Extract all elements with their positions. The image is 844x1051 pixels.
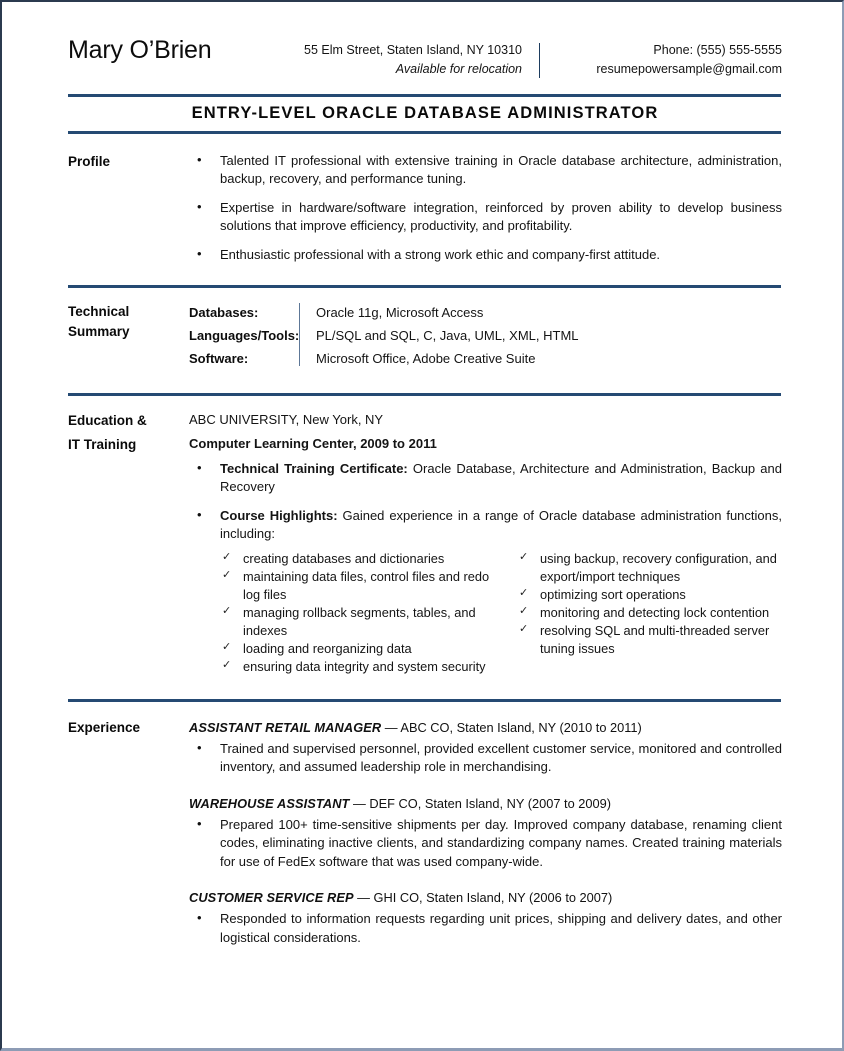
contact-block [273, 36, 782, 80]
bullet-lead-label: Technical Training Certificate: [220, 460, 408, 476]
education-bullet-list [189, 460, 782, 544]
rule-below-education [68, 699, 781, 702]
table-cell: Microsoft Office, Adobe Creative Suite [316, 351, 536, 367]
experience-entry [189, 794, 782, 872]
experience-entry [189, 718, 782, 777]
section-body-education [189, 411, 782, 677]
checklist-left [220, 550, 501, 677]
list-item: ✓ optimizing sort operations [517, 586, 782, 604]
list-item: • Prepared 100+ time-sensitive shipments per day. Improved company database, renaming client codes, eliminating inactive clients, and standardizing company names. Created training materials for use of FedEx software that was used company-wide. [189, 816, 782, 871]
section-body-technical-summary [189, 302, 782, 371]
job-heading [189, 718, 782, 737]
table-row-header: Languages/Tools: [189, 328, 300, 344]
bullet-text: Oracle Database, Architecture and Administration, Backup and Recovery [220, 460, 782, 495]
bullet-lead-label: Course Highlights: [220, 507, 338, 523]
job-meta: — GHI CO, Staten Island, NY (2006 to 2007) [353, 890, 613, 906]
job-title: ASSISTANT RETAIL MANAGER [189, 719, 382, 735]
section-experience [68, 718, 782, 948]
contact-relocation: Available for relocation [395, 62, 522, 77]
list-item [189, 507, 782, 544]
contact-address: 55 Elm Street, Staten Island, NY 10310 [304, 43, 522, 57]
resume-sheet [68, 2, 782, 947]
section-label-profile: Profile [68, 153, 111, 169]
course-highlights-right-column [501, 550, 782, 677]
list-item: • Trained and supervised personnel, provided excellent customer service, monitored and controlled inventory, and assumed leadership role in merchandising. [189, 740, 782, 777]
job-title: WAREHOUSE ASSISTANT [189, 795, 350, 811]
technical-summary-table [189, 302, 782, 371]
list-item: ✓ creating databases and dictionaries [220, 550, 501, 568]
list-item: ✓ ensuring data integrity and system security [220, 658, 501, 676]
job-meta: — ABC CO, Staten Island, NY (2010 to 2011) [381, 719, 642, 735]
job-bullet-list [189, 816, 782, 871]
rule-below-profile [68, 285, 781, 288]
section-education [68, 411, 782, 677]
list-item: • Enthusiastic professional with a strong work ethic and company-first attitude. [189, 246, 782, 264]
section-body-experience [189, 718, 782, 948]
section-label-education [68, 411, 189, 454]
job-meta: — DEF CO, Staten Island, NY (2007 to 2009) [349, 795, 611, 811]
bullet-text: Gained experience in a range of Oracle database administration functions, including: [220, 507, 782, 542]
table-cell: PL/SQL and SQL, C, Java, UML, XML, HTML [316, 328, 579, 344]
section-label-line-1: Technical [68, 304, 130, 320]
job-bullet-list [189, 910, 782, 947]
list-item: ✓ resolving SQL and multi-threaded server tuning issues [517, 622, 782, 658]
list-item: ✓ maintaining data files, control files and redo log files [220, 568, 501, 604]
list-item: ✓ loading and reorganizing data [220, 640, 501, 658]
list-item: ✓ managing rollback segments, tables, and indexes [220, 604, 501, 640]
section-body-profile [189, 152, 782, 264]
section-label-technical-summary [68, 302, 189, 341]
rule-below-technical-summary [68, 393, 781, 396]
job-heading [189, 794, 782, 813]
section-label-line-2: IT Training [68, 436, 137, 452]
job-title: CUSTOMER SERVICE REP [189, 890, 354, 906]
course-highlights-left-column [220, 550, 501, 677]
section-technical-summary [68, 302, 782, 371]
contact-email: resumepowersample@gmail.com [596, 62, 782, 77]
job-bullet-list [189, 740, 782, 777]
section-label-line-2: Summary [68, 323, 130, 339]
contact-phone-email-block [540, 41, 782, 80]
resume-header [68, 2, 782, 80]
table-row-header: Software: [189, 351, 249, 367]
profile-bullet-list [189, 152, 782, 264]
job-heading [189, 888, 782, 907]
list-item: ✓ using backup, recovery configuration, and export/import techniques [517, 550, 782, 586]
list-item: ✓ monitoring and detecting lock contention [517, 604, 782, 622]
list-item: • Responded to information requests regarding unit prices, shipping and delivery dates, and other logistical considerations. [189, 910, 782, 947]
technical-summary-key-column [189, 302, 299, 371]
table-cell: Oracle 11g, Microsoft Access [316, 305, 484, 321]
list-item: • Talented IT professional with extensive training in Oracle database architecture, administration, backup, recovery, and performance tuning. [189, 152, 782, 189]
section-label-experience: Experience [68, 719, 141, 735]
rule-below-title [68, 131, 781, 134]
contact-address-block [273, 41, 539, 80]
list-item [189, 460, 782, 497]
section-label-line-1: Education & [68, 413, 147, 429]
checklist-right [517, 550, 782, 659]
job-title-banner: ENTRY-LEVEL ORACLE DATABASE ADMINISTRATOR [191, 103, 659, 122]
technical-summary-value-column [300, 302, 579, 371]
education-program: Computer Learning Center, 2009 to 2011 [189, 435, 437, 451]
education-school: ABC UNIVERSITY, New York, NY [189, 412, 384, 428]
experience-entry [189, 888, 782, 947]
course-highlights-columns [189, 550, 782, 677]
list-item: • Expertise in hardware/software integration, reinforced by proven ability to develop business solutions that improve efficiency, productivity, and profitability. [189, 199, 782, 236]
table-row-header: Databases: [189, 305, 259, 321]
section-profile [68, 152, 782, 264]
contact-phone: Phone: (555) 555-5555 [653, 43, 782, 57]
candidate-name: Mary O’Brien [68, 36, 212, 64]
